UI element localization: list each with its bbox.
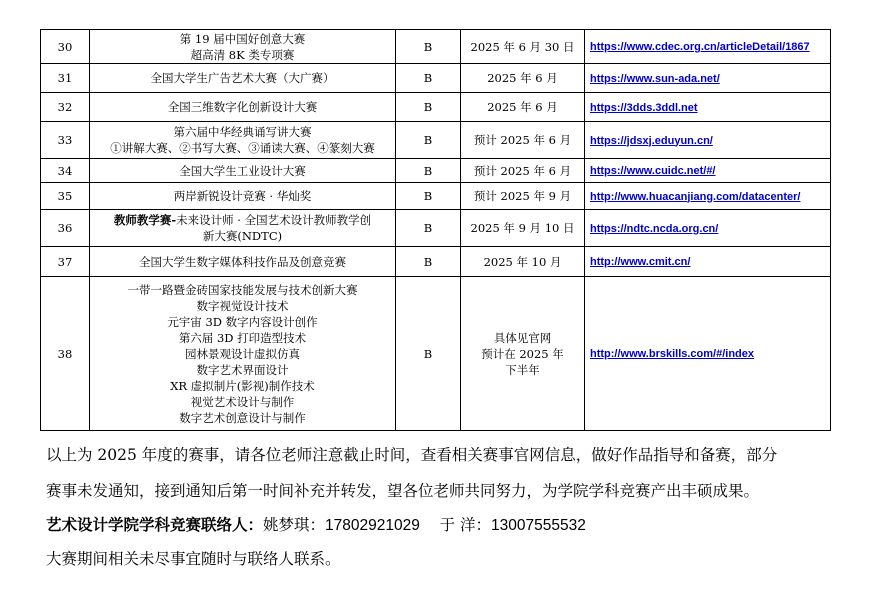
table-row (41, 183, 831, 210)
website-link[interactable]: https://ndtc.ncda.org.cn/ (590, 222, 719, 235)
competition-name-line (93, 212, 392, 228)
website-link[interactable]: http://www.brskills.com/#/index (590, 348, 755, 360)
deadline (461, 183, 585, 210)
competition-name (90, 159, 396, 183)
row-number: 36 (41, 210, 90, 247)
competition-name (90, 64, 396, 93)
table-row (41, 122, 831, 159)
competition-name (90, 210, 396, 247)
website-cell (585, 210, 831, 247)
competition-level: B (396, 93, 461, 122)
deadline-line: 2025 年 6 月 30 日 (470, 39, 575, 54)
competition-name-line: 第 19 届中国好创意大赛 (179, 31, 306, 46)
website-cell (585, 247, 831, 277)
competition-level: B (396, 64, 461, 93)
deadline (461, 247, 585, 277)
competition-name-line: 第六届中华经典诵写讲大赛 (173, 125, 312, 139)
footer-note: 大赛期间相关未尽事宜随时与联络人联系。 (46, 550, 341, 568)
deadline-line: 2025 年 10 月 (483, 254, 562, 269)
contact1-phone: 17802921029 (325, 517, 420, 534)
website-cell (585, 277, 831, 431)
footer-paragraph-line2: 赛事未发通知，接到通知后第一时间补充并转发，望各位老师共同努力，为学院学科竞赛产出丰硕成果。 (46, 482, 760, 500)
competition-name-line: 一带一路暨金砖国家技能发展与技术创新大赛 (127, 282, 358, 297)
competition-name-line: 园林景观设计虚拟仿真 (185, 346, 300, 361)
table-row (41, 30, 831, 64)
row-number: 33 (41, 122, 90, 159)
website-cell (585, 93, 831, 122)
deadline-line: 2025 年 6 月 (487, 100, 558, 114)
row-number: 35 (41, 183, 90, 210)
row-number: 37 (41, 247, 90, 277)
competition-name-line: 数字艺术创意设计与制作 (179, 410, 306, 425)
deadline-line: 2025 年 9 月 10 日 (470, 221, 575, 235)
competition-level: B (396, 183, 461, 210)
deadline-line: 预计在 2025 年 (481, 346, 564, 361)
table-row (41, 93, 831, 122)
competition-name-line: 全国大学生数字媒体科技作品及创意竞赛 (139, 254, 346, 269)
deadline (461, 30, 585, 64)
deadline-line: 预计 2025 年 6 月 (473, 133, 572, 147)
competition-name-line: 元宇宙 3D 数字内容设计创作 (167, 314, 318, 329)
table-row (41, 64, 831, 93)
competition-level: B (396, 122, 461, 159)
deadline-line: 下半年 (505, 362, 540, 377)
competition-level: B (396, 30, 461, 64)
competition-name (90, 183, 396, 210)
competition-name-line: 两岸新锐设计竞赛 · 华灿奖 (173, 189, 312, 203)
competition-name-line: ①讲解大赛、②书写大赛、③诵读大赛、④篆刻大赛 (110, 141, 375, 155)
competition-name-line: 视觉艺术设计与制作 (190, 394, 295, 409)
competition-name-line: 全国大学生广告艺术大赛（大广赛） (150, 71, 335, 85)
website-link[interactable]: https://jdsxj.eduyun.cn/ (590, 134, 713, 147)
website-cell (585, 30, 831, 64)
deadline (461, 159, 585, 183)
contact1-name: 姚梦琪： (263, 516, 326, 534)
competition-level: B (396, 277, 461, 431)
website-cell (585, 159, 831, 183)
competition-name-line: 数字视觉设计技术 (196, 298, 289, 313)
row-number: 34 (41, 159, 90, 183)
contact-label: 艺术设计学院学科竞赛联络人： (46, 515, 264, 534)
competition-table (40, 29, 831, 431)
deadline-line: 2025 年 6 月 (487, 71, 558, 85)
deadline (461, 93, 585, 122)
website-link[interactable]: https://www.sun-ada.net/ (590, 72, 720, 85)
website-link[interactable]: https://www.cuidc.net/#/ (590, 165, 716, 177)
table-row (41, 247, 831, 277)
competition-name-text: 未来设计师 · 全国艺术设计教师教学创 (176, 213, 372, 227)
competition-name (90, 247, 396, 277)
website-link[interactable]: https://www.cdec.org.cn/articleDetail/1867 (590, 41, 810, 53)
table-row (41, 159, 831, 183)
deadline (461, 64, 585, 93)
website-cell (585, 183, 831, 210)
competition-name-line: XR 虚拟制片(影视)制作技术 (170, 378, 315, 393)
deadline-line: 具体见官网 (493, 330, 552, 345)
deadline (461, 277, 585, 431)
row-number: 38 (41, 277, 90, 431)
row-number: 31 (41, 64, 90, 93)
deadline (461, 210, 585, 247)
competition-name (90, 93, 396, 122)
competition-name-prefix: 教师教学赛- (113, 213, 177, 227)
website-link[interactable]: http://www.cmit.cn/ (590, 256, 691, 268)
row-number: 30 (41, 30, 90, 64)
footer-paragraph-line1: 以上为 2025 年度的赛事，请各位老师注意截止时间，查看相关赛事官网信息，做好作品指导和备赛，部分 (46, 446, 778, 464)
row-number: 32 (41, 93, 90, 122)
website-cell (585, 64, 831, 93)
competition-name (90, 30, 396, 64)
contact2-name: 于 洋： (439, 516, 492, 534)
table-row (41, 210, 831, 247)
competition-name-line: 数字艺术界面设计 (196, 362, 289, 377)
website-link[interactable]: http://www.huacanjiang.com/datacenter/ (590, 190, 801, 203)
website-link[interactable]: https://3dds.3ddl.net (590, 101, 698, 114)
competition-name-line: 全国三维数字化创新设计大赛 (167, 100, 318, 114)
table-row (41, 277, 831, 431)
deadline-line: 预计 2025 年 9 月 (473, 189, 572, 203)
competition-name-line: 新大赛(NDTC) (202, 229, 283, 243)
deadline-line: 预计 2025 年 6 月 (473, 163, 572, 178)
competition-name (90, 277, 396, 431)
competition-level: B (396, 210, 461, 247)
competition-name-line: 第六届 3D 打印造型技术 (178, 330, 307, 345)
competition-level: B (396, 247, 461, 277)
deadline (461, 122, 585, 159)
website-cell (585, 122, 831, 159)
contact2-phone: 13007555532 (491, 517, 586, 534)
competition-name (90, 122, 396, 159)
competition-level: B (396, 159, 461, 183)
competition-name-line: 超高清 8K 类专项赛 (190, 47, 295, 62)
competition-name-line: 全国大学生工业设计大赛 (179, 163, 306, 178)
footer-contact-line (46, 515, 836, 536)
